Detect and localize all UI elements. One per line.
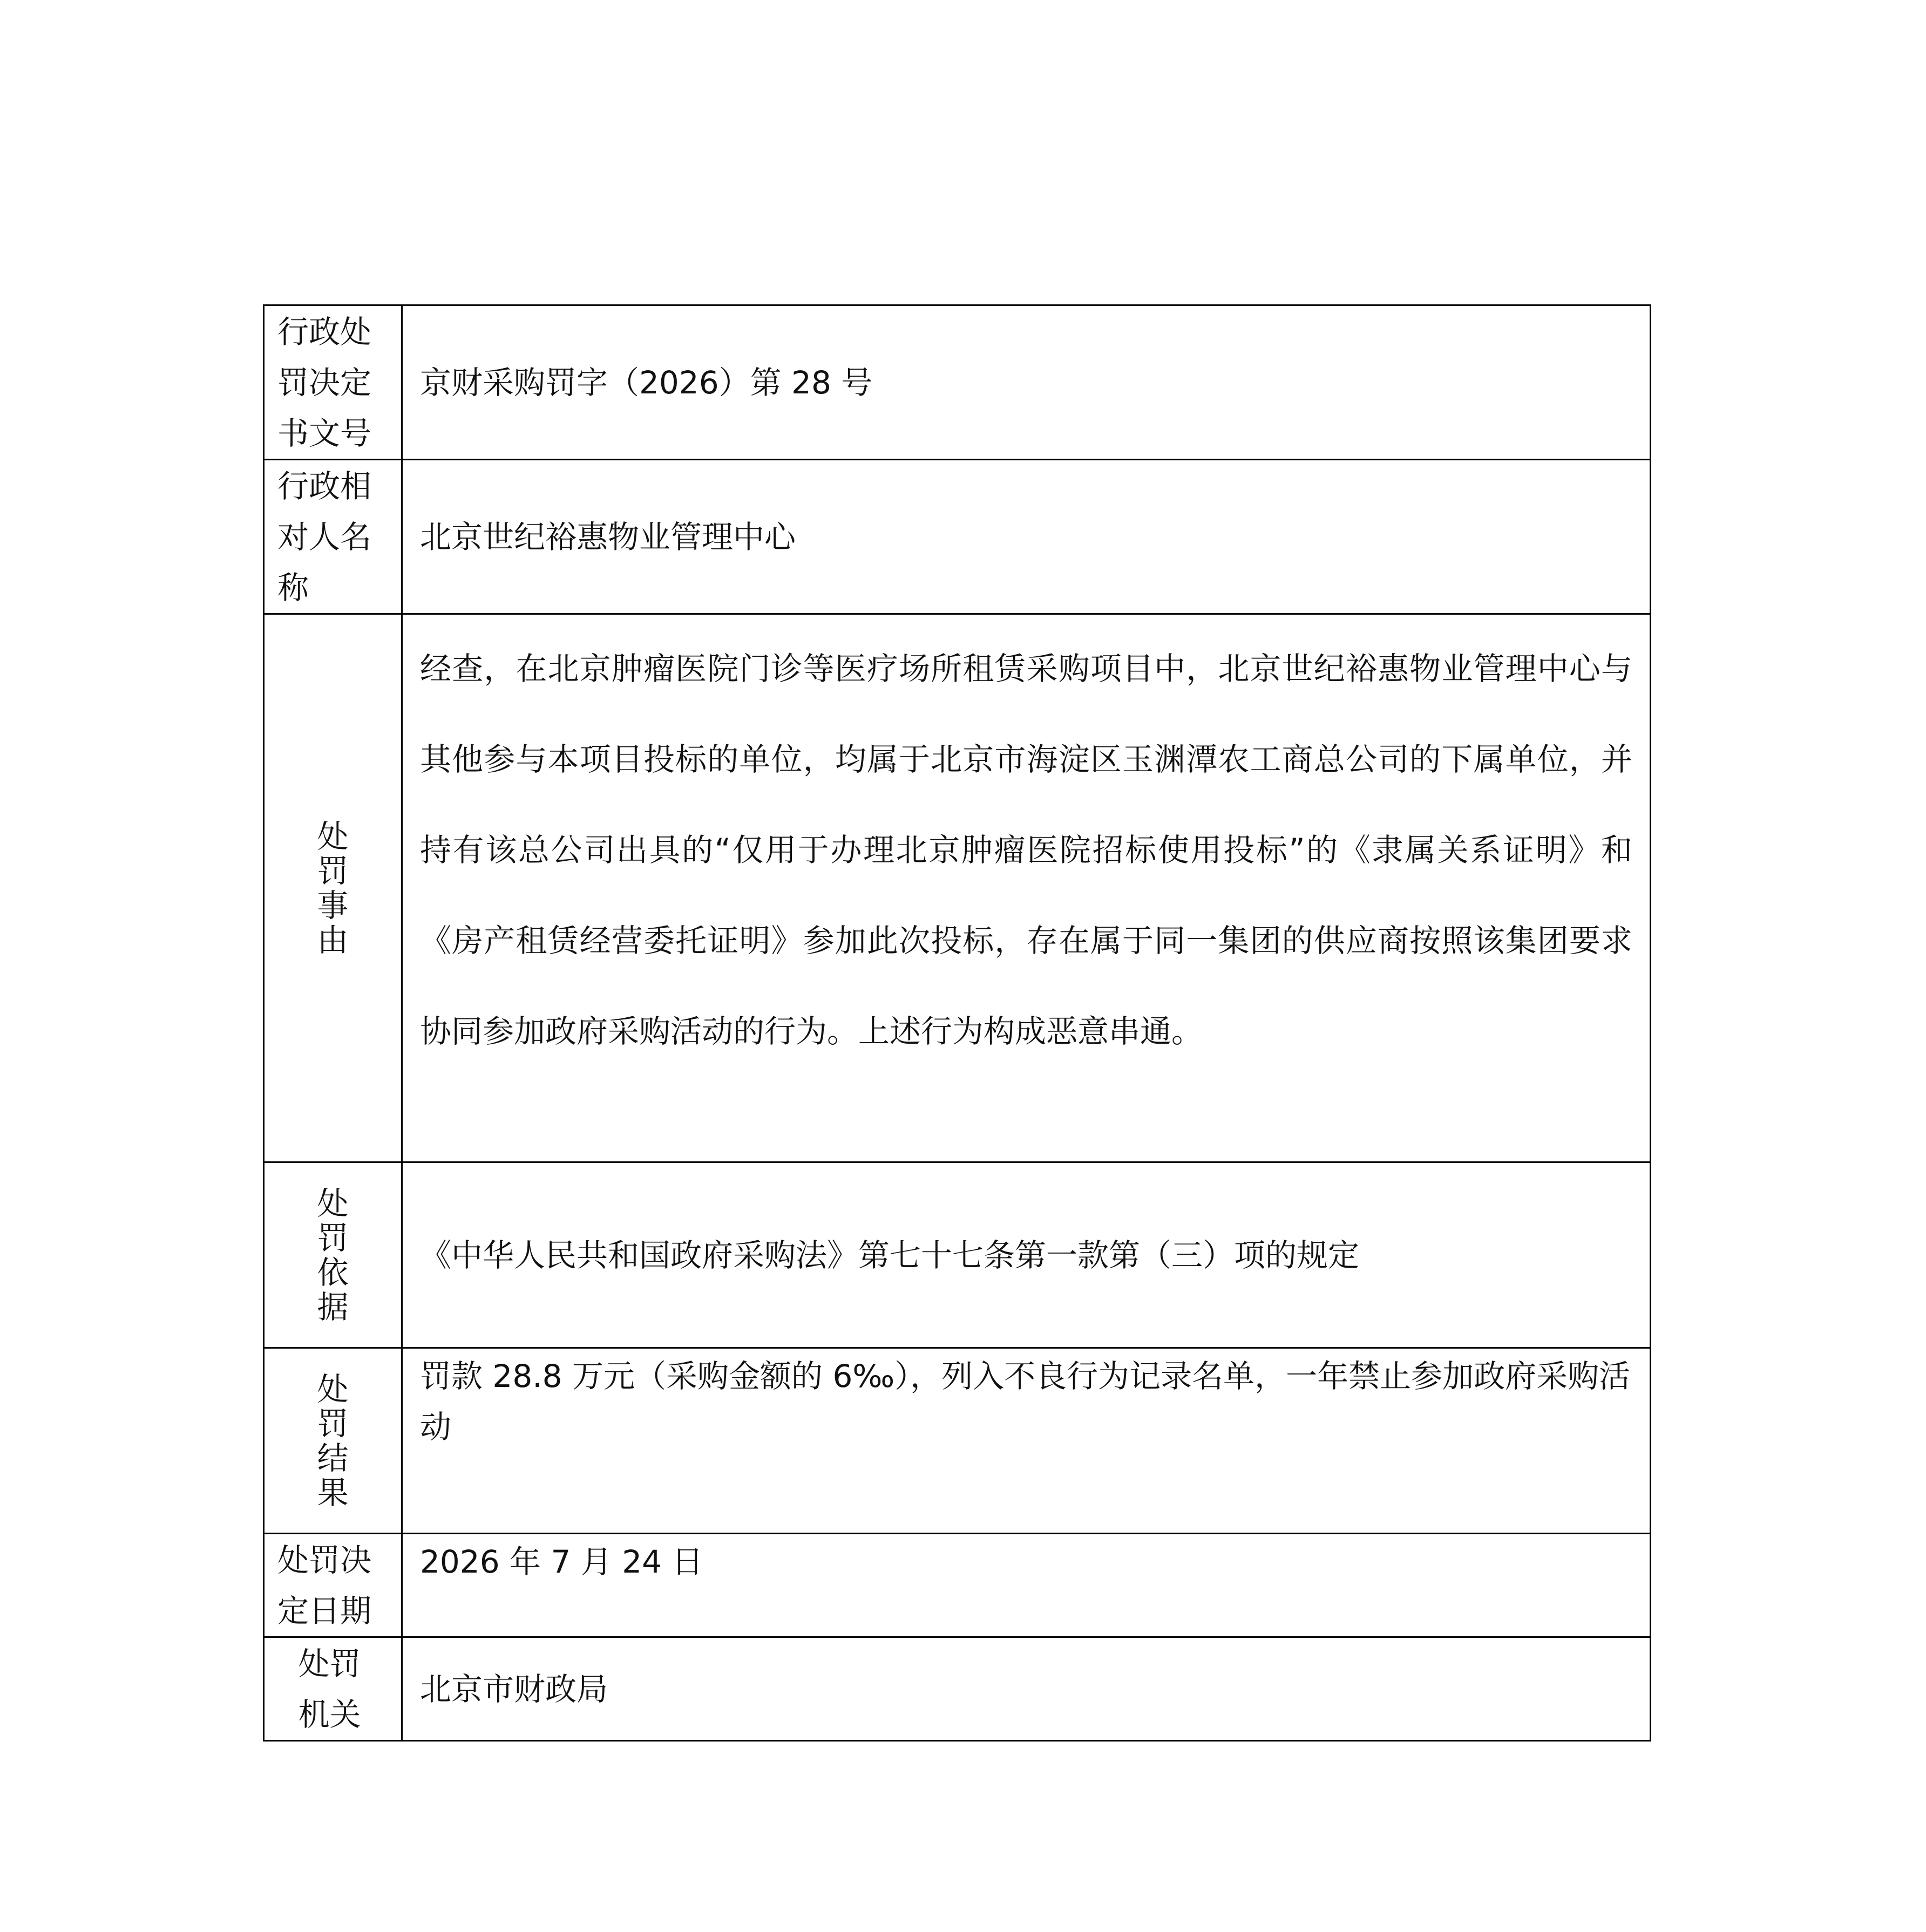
table-row bbox=[264, 305, 1651, 460]
penalty-table bbox=[263, 304, 1651, 1741]
authority-label: 处罚机关 bbox=[298, 1645, 361, 1733]
basis-label: 处罚依据 bbox=[317, 1185, 349, 1325]
row-label-cell bbox=[264, 305, 402, 460]
row-label-cell bbox=[264, 1348, 402, 1534]
decision-date-cell bbox=[402, 1534, 1651, 1637]
row-label-cell bbox=[264, 1162, 402, 1348]
row-label-cell bbox=[264, 1534, 402, 1637]
reason-label: 处罚事由 bbox=[317, 818, 349, 958]
table-row bbox=[264, 460, 1651, 614]
result-value: 罚款 28.8 万元（采购金额的 6‰），列入不良行为记录名单，一年禁止参加政府采购活动 bbox=[420, 1358, 1631, 1445]
table-row bbox=[264, 614, 1651, 1162]
row-label-cell bbox=[264, 1637, 402, 1741]
decision-date-value: 2026 年 7 月 24 日 bbox=[420, 1543, 703, 1580]
reason-cell bbox=[402, 614, 1651, 1162]
table-row bbox=[264, 1534, 1651, 1637]
counterparty-label: 行政相对人名称 bbox=[277, 467, 372, 606]
authority-value: 北京市财政局 bbox=[402, 1637, 1651, 1741]
result-cell bbox=[402, 1348, 1651, 1534]
table-row bbox=[264, 1162, 1651, 1348]
table-row bbox=[264, 1348, 1651, 1534]
row-label-cell bbox=[264, 460, 402, 614]
result-label: 处罚结果 bbox=[317, 1370, 349, 1511]
decision-date-label: 处罚决定日期 bbox=[277, 1541, 372, 1629]
basis-value: 《中华人民共和国政府采购法》第七十七条第一款第（三）项的规定 bbox=[402, 1162, 1651, 1348]
decision-number-label: 行政处罚决定书文号 bbox=[277, 313, 372, 452]
table-row bbox=[264, 1637, 1651, 1741]
counterparty-value: 北京世纪裕惠物业管理中心 bbox=[402, 460, 1651, 614]
row-label-cell bbox=[264, 614, 402, 1162]
reason-value: 经查，在北京肿瘤医院门诊等医疗场所租赁采购项目中，北京世纪裕惠物业管理中心与其他参与本项目投标的单位，均属于北京市海淀区玉渊潭农工商总公司的下属单位，并持有该总公司出具的“仅用于办理北京肿瘤医院招标使用投标”的《隶属关系证明》和《房产租赁经营委托证明》参加此次投标，存在属于同一集团的供应商按照该集团要求协同参加政府采购活动的行为。上述行为构成恶意串通。 bbox=[420, 650, 1632, 1050]
decision-number-value: 京财采购罚字（2026）第 28 号 bbox=[402, 305, 1651, 460]
